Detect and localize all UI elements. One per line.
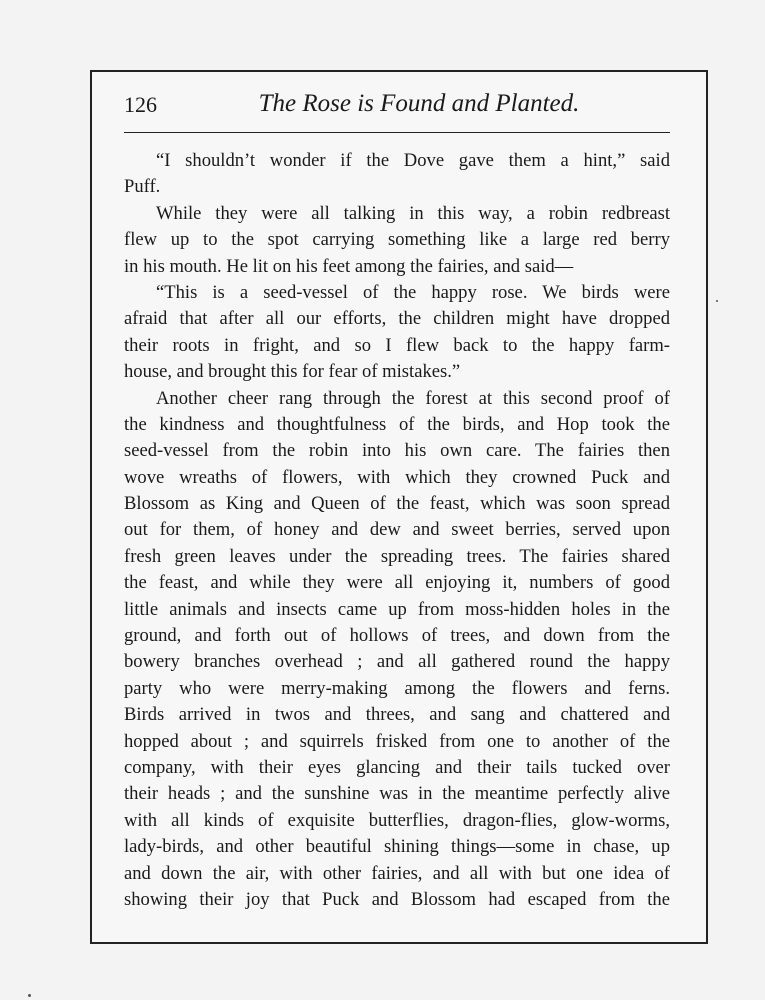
text-line: in his mouth. He lit on his feet among the fairies, and said— bbox=[124, 255, 574, 277]
text-line: “I shouldn’t wonder if the Dove gave them a hint,” said bbox=[156, 150, 670, 171]
text-line: While they were all talking in this way, a robin redbreast bbox=[156, 202, 670, 224]
text-line: flew up to the spot carrying something like a large red berry bbox=[124, 229, 670, 251]
text-line: afraid that after all our efforts, the children might have dropped bbox=[124, 308, 670, 330]
page-header bbox=[124, 90, 674, 130]
text-line: their heads ; and the sunshine was in the meantime perfectly alive bbox=[124, 783, 670, 805]
text-line: Birds arrived in twos and threes, and sang and chattered and bbox=[124, 704, 670, 726]
text-line: Puff. bbox=[124, 176, 161, 198]
text-line: showing their joy that Puck and Blossom had escaped from the bbox=[124, 888, 670, 910]
text-line: “This is a seed-vessel of the happy rose. We birds were bbox=[156, 281, 670, 303]
text-line: little animals and insects came up from moss-hidden holes in the bbox=[124, 598, 670, 620]
text-line: bowery branches overhead ; and all gathered round the happy bbox=[124, 651, 670, 673]
text-line: the feast, and while they were all enjoying it, numbers of good bbox=[124, 572, 670, 594]
running-title: The Rose is Found and Planted. bbox=[258, 90, 580, 117]
page-number: 126 bbox=[124, 92, 157, 117]
header-rule bbox=[124, 132, 670, 133]
text-line: out for them, of honey and dew and sweet berries, served upon bbox=[124, 519, 670, 541]
text-line: company, with their eyes glancing and their tails tucked over bbox=[124, 756, 670, 778]
text-line: fresh green leaves under the spreading trees. The fairies shared bbox=[124, 545, 670, 567]
text-line: wove wreaths of flowers, with which they crowned Puck and bbox=[124, 466, 670, 488]
text-line: hopped about ; and squirrels frisked from one to another of the bbox=[124, 730, 670, 752]
page-frame bbox=[90, 70, 708, 944]
text-line: their roots in fright, and so I flew back to the happy farm- bbox=[124, 334, 670, 356]
body-text bbox=[124, 148, 670, 913]
text-line: ground, and forth out of hollows of trees, and down from the bbox=[124, 625, 670, 647]
text-line: Blossom as King and Queen of the feast, which was soon spread bbox=[124, 493, 670, 515]
text-line: house, and brought this for fear of mistakes.” bbox=[124, 361, 461, 383]
text-line: and down the air, with other fairies, and all with but one idea of bbox=[124, 862, 670, 884]
text-line: Another cheer rang through the forest at this second proof of bbox=[156, 387, 670, 409]
page-speck bbox=[28, 994, 31, 997]
text-line: with all kinds of exquisite butterflies, dragon-flies, glow-worms, bbox=[124, 809, 670, 831]
page-speck bbox=[716, 300, 718, 302]
text-line: seed-vessel from the robin into his own care. The fairies then bbox=[124, 440, 670, 462]
text-line: party who were merry-making among the flowers and ferns. bbox=[124, 677, 670, 699]
text-line: the kindness and thoughtfulness of the birds, and Hop took the bbox=[124, 413, 670, 435]
text-line: lady-birds, and other beautiful shining things—some in chase, up bbox=[124, 836, 670, 858]
